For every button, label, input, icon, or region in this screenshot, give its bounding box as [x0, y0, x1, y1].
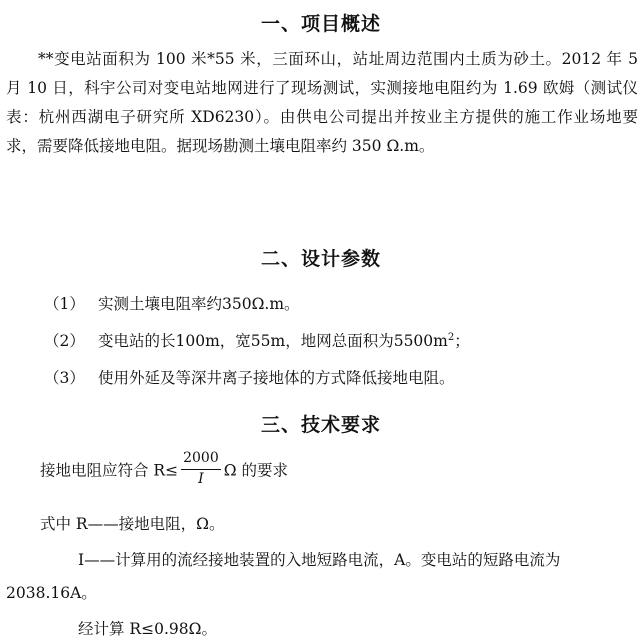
param-item-1-number: （1） — [44, 295, 85, 313]
param-item-3-text: 使用外延及等深井离子接地体的方式降低接地电阻。 — [98, 369, 455, 387]
definition-i-line2: 2038.16A。 — [6, 584, 97, 602]
param-item-2-superscript: 2 — [447, 331, 455, 343]
formula-fraction — [181, 450, 221, 489]
param-item-2-text: 变电站的长100m，宽55m，地网总面积为5500m — [98, 332, 448, 350]
formula-suffix: Ω 的要求 — [223, 461, 289, 480]
calculation-result: 经计算 R≤0.98Ω。 — [78, 620, 217, 638]
definition-i-line1: I——计算用的流经接地装置的入地短路电流，A。变电站的短路电流为 — [78, 551, 561, 569]
formula-numerator: 2000 — [181, 450, 221, 470]
param-item-2 — [44, 329, 470, 351]
param-item-2-number: （2） — [44, 332, 85, 350]
section1-paragraph: **变电站面积为 100 米*55 米，三面环山，站址周边范围内土质为砂土。2012 年 5 月 10 日，科宇公司对变电站地网进行了现场测试，实测接地电阻约为 1.69 欧姆（测试仪表：杭州西湖电子研究所 XD6230）。由供电公司提出并按业主方提供的施工作业场地要求，需要降低接地电阻。据现场勘测土壤电阻率约 350 Ω.m。 — [6, 50, 638, 155]
section2-heading: 二、设计参数 — [260, 248, 381, 270]
param-item-1 — [44, 292, 300, 314]
param-item-2-text-end: ； — [454, 332, 470, 350]
section3-heading: 三、技术要求 — [260, 414, 381, 436]
param-item-3 — [44, 366, 455, 388]
definition-r: 式中 R——接地电阻，Ω。 — [40, 515, 225, 533]
formula-denominator: I — [198, 471, 204, 487]
param-item-1-text: 实测土壤电阻率约350Ω.m。 — [98, 295, 300, 313]
section1-heading: 一、项目概述 — [260, 13, 381, 35]
param-item-3-number: （3） — [44, 369, 85, 387]
formula-prefix: 接地电阻应符合 R≤ — [40, 461, 179, 480]
formula-line — [40, 452, 288, 491]
